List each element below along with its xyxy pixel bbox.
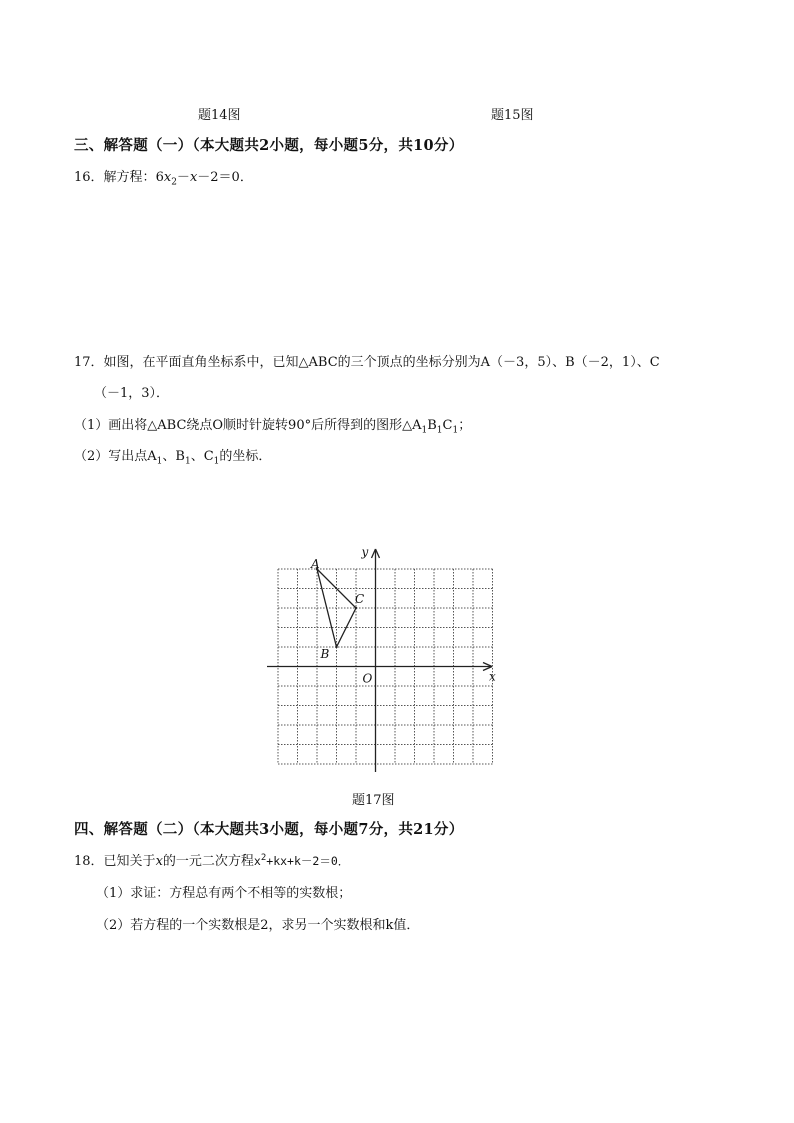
section-4-heading: 四、解答题（二）（本大题共3小题，每小题7分，共21分） — [74, 821, 464, 838]
q17-part1-sub: 1 — [421, 425, 428, 436]
question-16 — [74, 166, 253, 188]
q17-part2-sub: 1 — [184, 456, 191, 467]
fig15-caption: 题15图 — [491, 108, 534, 123]
question-18 — [74, 850, 349, 869]
q17-part1-c: C — [442, 418, 453, 433]
q17-line1: 17．如图，在平面直角坐标系中，已知△ABC的三个顶点的坐标分别为A（－3，5）、B（－2，1）、C — [74, 355, 660, 370]
q18-eq-b: +kx+k－2＝0． — [266, 854, 350, 868]
q16-lead: 解方程： — [103, 170, 156, 185]
fig17-caption: 题17图 — [352, 793, 395, 808]
q18-part1: （1）求证：方程总有两个不相等的实数根； — [96, 886, 352, 901]
q18-equation — [254, 854, 349, 868]
x-axis-label: x — [489, 669, 496, 684]
q17-part2 — [74, 445, 271, 467]
origin-label: O — [362, 671, 373, 686]
q17-line2: （－1，3）． — [94, 386, 170, 401]
q17-part2-end: 的坐标． — [219, 449, 272, 464]
q16-x2: x — [189, 170, 198, 185]
q18-part2: （2）若方程的一个实数根是2，求另一个实数根和k值． — [96, 918, 420, 933]
q18-lead: 已知关于 — [103, 854, 156, 869]
vertex-c — [355, 607, 357, 609]
q16-x1: x — [163, 170, 172, 185]
q17-part1-sub: 1 — [436, 425, 443, 436]
q17-part2-b: 、B — [162, 449, 185, 464]
q16-exp: 2 — [171, 177, 177, 188]
q16-coef: 6 — [155, 170, 164, 185]
axes — [267, 549, 492, 772]
figure-17-coordinate-plane — [262, 544, 502, 776]
q18-var: x — [155, 854, 163, 869]
point-c-label: C — [355, 592, 365, 606]
y-axis-label: y — [361, 545, 369, 559]
q17-part1-text: （1）画出将△ABC绕点O顺时针旋转90°后所得到的图形△A — [74, 418, 422, 433]
figure-labels — [310, 545, 496, 686]
q16-number: 16． — [74, 170, 104, 185]
section-3-heading: 三、解答题（一）（本大题共2小题，每小题5分，共10分） — [74, 137, 464, 154]
fig14-caption: 题14图 — [198, 108, 241, 123]
q17-part1 — [74, 414, 471, 436]
q18-number: 18． — [74, 854, 104, 869]
q18-mid: 的一元二次方程 — [162, 854, 254, 869]
point-a-label: A — [311, 557, 320, 571]
q17-part1-sub: 1 — [452, 425, 459, 436]
q18-eq-sup: 2 — [260, 853, 267, 864]
q17-part2-sub: 1 — [156, 456, 163, 467]
q17-part2-sub: 1 — [213, 456, 220, 467]
q17-part2-text: （2）写出点A — [74, 449, 157, 464]
q18-eq-a: x — [253, 854, 261, 868]
q17-part2-c: 、C — [190, 449, 214, 464]
vertex-b — [335, 646, 337, 648]
q16-tail: －2＝0． — [197, 170, 253, 185]
point-b-label: B — [320, 647, 330, 661]
q17-part1-end: ； — [458, 418, 472, 433]
q17-part1-b: B — [427, 418, 437, 433]
q16-mid: － — [176, 170, 190, 185]
